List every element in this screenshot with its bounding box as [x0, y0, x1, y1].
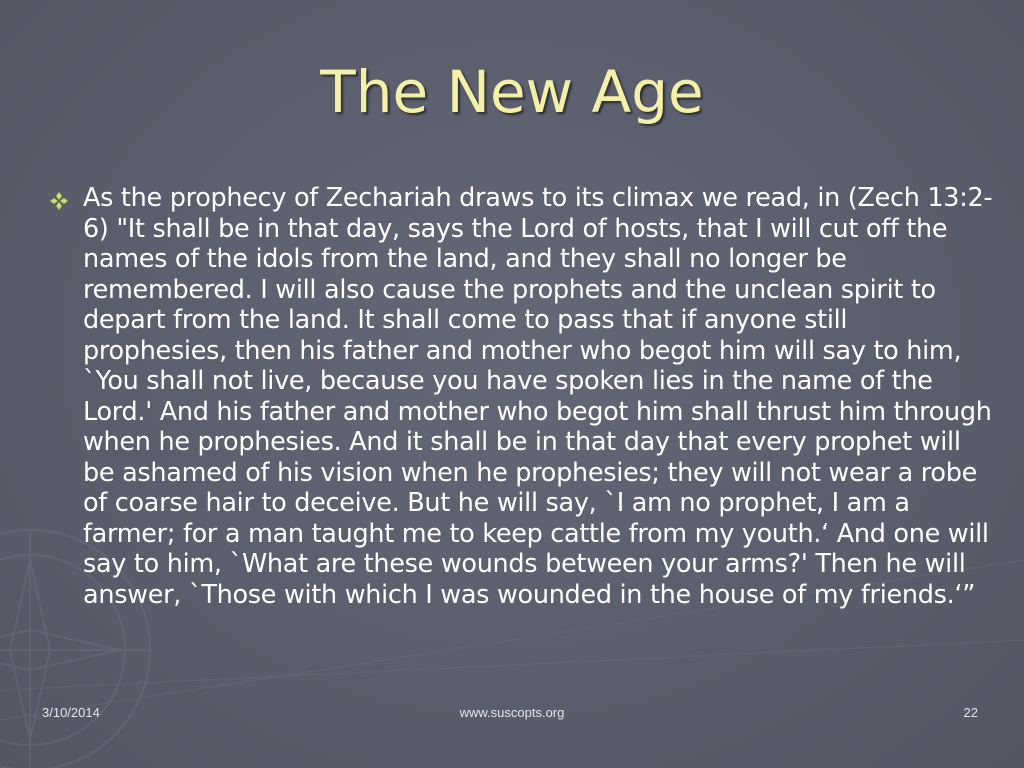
footer-date: 3/10/2014 [42, 705, 100, 720]
bullet-item [48, 183, 998, 610]
slide-number: 22 [963, 705, 978, 720]
four-diamond-bullet-icon [48, 190, 70, 212]
footer-url: www.suscopts.org [459, 705, 565, 720]
slide-title: The New Age [320, 58, 704, 126]
bullet-text: As the prophecy of Zechariah draws to its climax we read, in (Zech 13:2-6) "It shall be in that day, says the Lord of hosts, that I will cut off the names of the idols from the land, and they shall no longer be remembered. I will also cause the prophets and the unclean spirit to depart from the land. It shall come to pass that if anyone still prophesies, then his father and mother who begot him will say to him, `You shall not live, because you have spoken lies in the name of the Lord.' And his father and mother who begot him shall thrust him through when he prophesies. And it shall be in that day that every prophet will be ashamed of his vision when he prophesies; they will not wear a robe of coarse hair to deceive. But he will say, `I am no prophet, I am a farmer; for a man taught me to keep cattle from my youth.‘ And one will say to him, `What are these wounds between your arms?' Then he will answer, `Those with which I was wounded in the house of my friends.‘” [83, 183, 993, 610]
bullet-list [48, 183, 998, 610]
